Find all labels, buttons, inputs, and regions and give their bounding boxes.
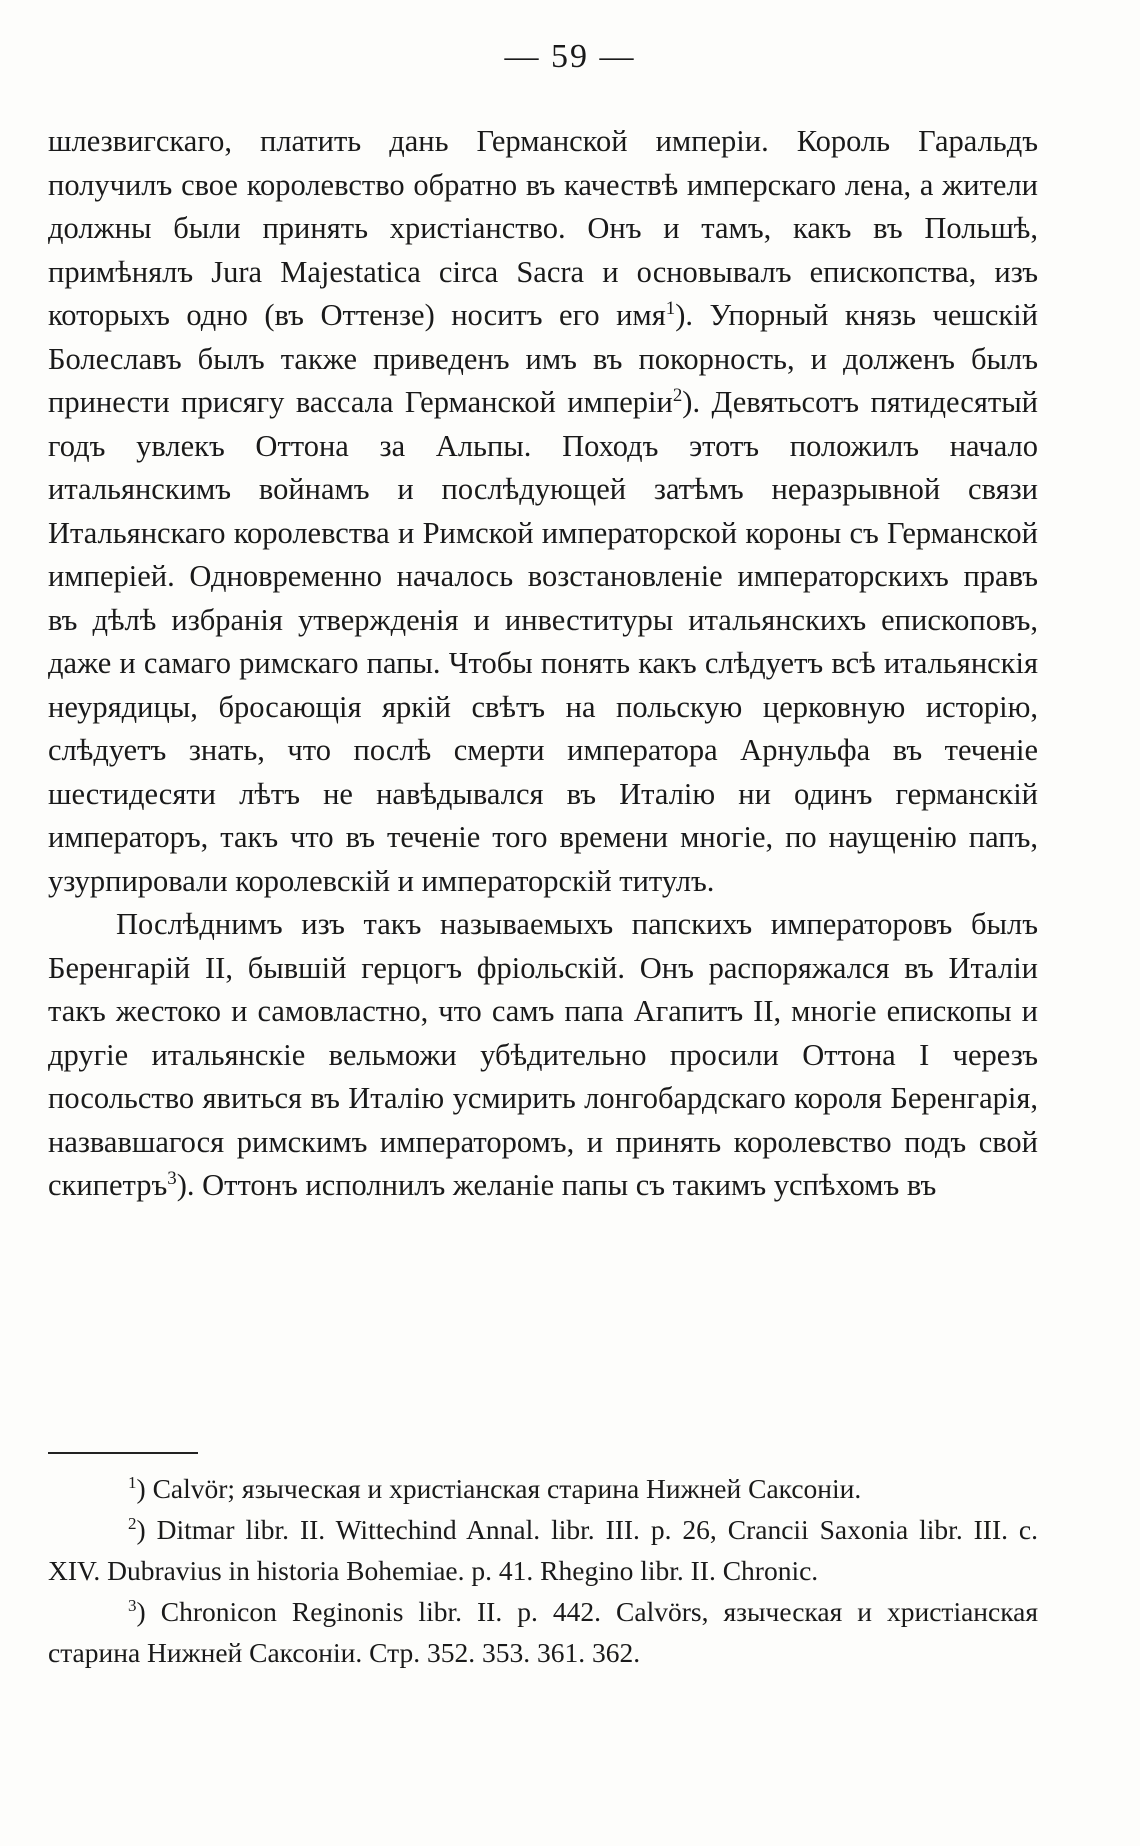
footnote-text: Ditmar libr. II. Wittechind Annal. libr. III. p. 26, Crancii Saxonia libr. III. c. XIV. Dubravius in historia Bohemiae. p. 41. Rhegino libr. II. Chronic.: [48, 1514, 1038, 1586]
footnote-2: [48, 1509, 1038, 1591]
text-segment: ). Девятьсотъ пятидесятый годъ увлекъ Оттона за Альпы. Походъ этотъ положилъ начало итальянскимъ войнамъ и послѣдующей затѣмъ неразрывной связи Итальянскаго королевства и Римской императорской короны съ Германской имперіей. Одновременно началось возстановленіе императорскихъ правъ въ дѣлѣ избранія утвержденія и инвеституры итальянскихъ епископовъ, даже и самаго римскаго папы. Чтобы понять какъ слѣдуетъ всѣ итальянскія неурядицы, бросающія яркій свѣтъ на польскую церковную исторію, слѣдуетъ знать, что послѣ смерти императора Арнульфа въ теченіе шестидесяти лѣтъ не навѣдывался въ Италію ни одинъ германскій императоръ, такъ что въ теченіе того времени многіе, по наущенію папъ, узурпировали королевскій и императорскій титулъ.: [48, 385, 1039, 898]
footnote-ref-1[interactable]: 1: [665, 297, 676, 319]
footnote-text: Calvör; языческая и христіанская старина Нижней Саксоніи.: [152, 1473, 862, 1504]
footnote-text: Chronicon Reginonis libr. II. p. 442. Calvörs, языческая и христіанская старина Нижней Саксоніи. Стр. 352. 353. 361. 362.: [48, 1596, 1039, 1668]
text-segment: ). Оттонъ исполнилъ желаніе папы съ такимъ успѣхомъ въ: [176, 1168, 937, 1202]
text-segment: Послѣднимъ изъ такъ называемыхъ папскихъ императоровъ былъ Беренгарій II, бывшій герцогъ фріольскій. Онъ распоряжался въ Италіи такъ жестоко и самовластно, что самъ папа Агапитъ II, многіе епископы и другіе итальянскіе вельможи убѣдительно просили Оттона I черезъ посольство явиться въ Италію усмирить лонгобардскаго короля Беренгарія, назвавшагося римскимъ императоромъ, и принять королевство подъ свой скипетръ: [48, 907, 1038, 1202]
footnote-divider: [48, 1452, 198, 1454]
paragraph-2: [48, 903, 1038, 1208]
footnote-ref-2[interactable]: 2: [672, 384, 683, 406]
footnote-3: [48, 1591, 1038, 1673]
text-segment: шлезвигскаго, платить дань Германской имперіи. Король Гаральдъ получилъ свое королевство обратно въ качествѣ имперскаго лена, а жители должны были принять христіанство. Онъ и тамъ, какъ въ Польшѣ, примѣнялъ Jura Majestatica circa Sacra и основывалъ епископства, изъ которыхъ одно (въ Оттензе) носитъ его имя: [48, 124, 1038, 332]
footnote-marker: $^3$): [128, 1595, 146, 1627]
footnote-marker: $^2$): [128, 1513, 146, 1545]
footnote-marker: $^1$): [128, 1472, 146, 1504]
text-segment: ). Упорный князь чешскій Болеславъ былъ также приведенъ имъ въ покорность, и долженъ былъ принести присягу вассала Германской имперіи: [48, 298, 1038, 419]
paragraph-1: [48, 120, 1038, 903]
footnotes: [48, 1468, 1038, 1673]
page-number: — 59 —: [504, 38, 636, 75]
footnote-1: [48, 1468, 1038, 1509]
main-text: [48, 120, 1038, 1208]
footnote-ref-3[interactable]: 3: [167, 1167, 177, 1189]
